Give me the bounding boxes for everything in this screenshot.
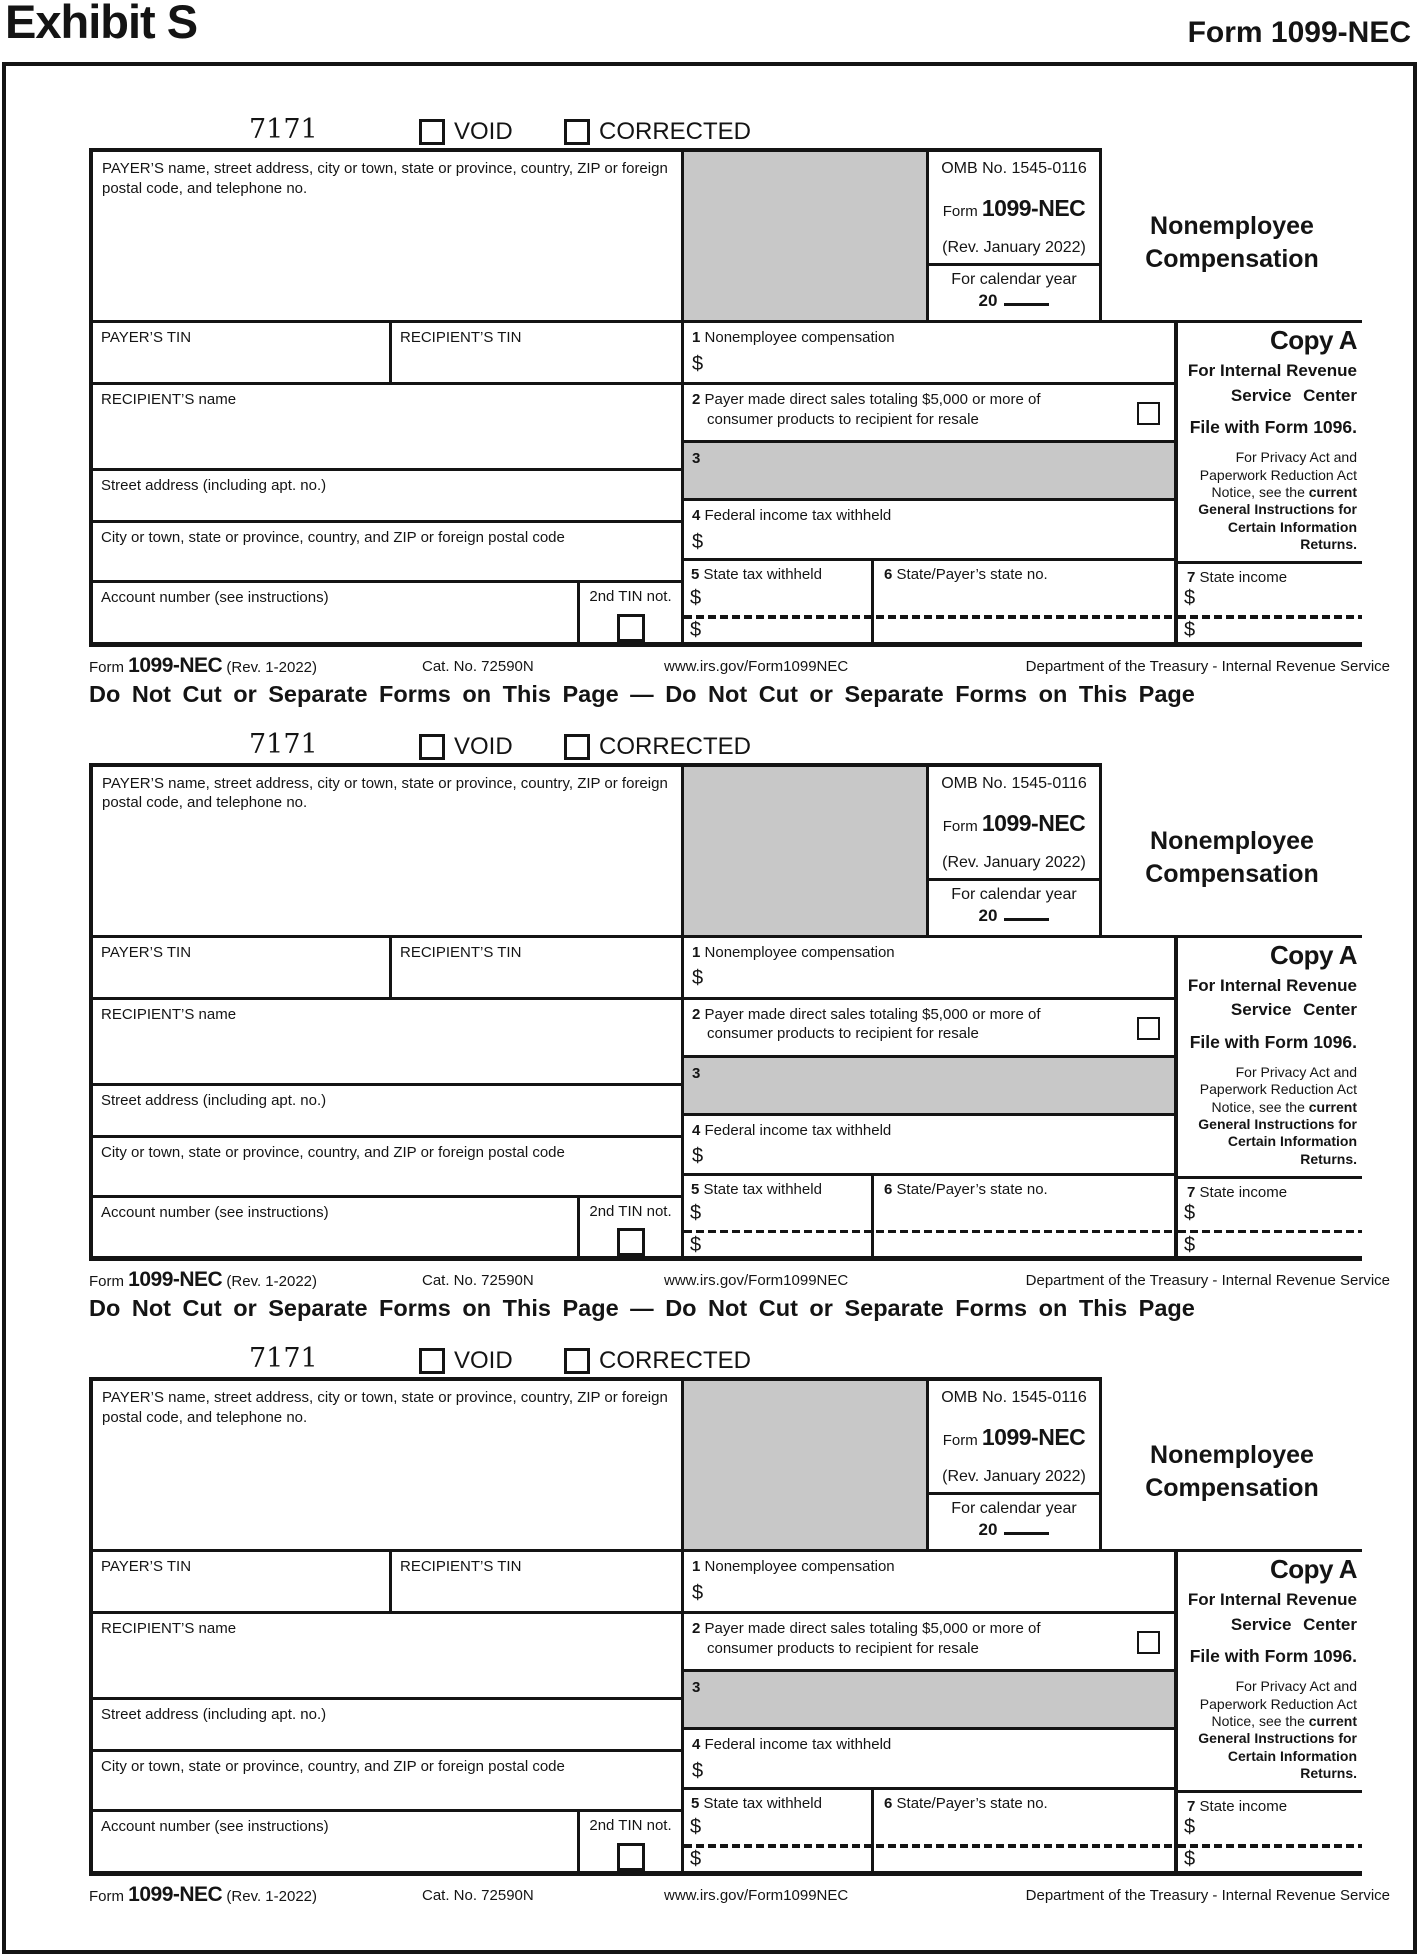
recipient-tin-field[interactable] <box>392 323 681 382</box>
form-title: Nonemployee Compensation <box>1145 1441 1319 1502</box>
box2-direct-sales: 2 Payer made direct sales totaling $5,000 or more of consumer products to recipient for resale <box>684 385 1174 443</box>
box7-state-income[interactable]: 7 State income $ $ <box>1178 1790 1362 1871</box>
dollar-sign: $ <box>690 1848 702 1870</box>
form-top-row <box>93 763 1362 935</box>
account-number-label: Account number (see instructions) <box>101 589 329 606</box>
form-box <box>89 1377 1362 1876</box>
year-entry-field[interactable] <box>1004 303 1049 306</box>
form-print-number: 7171 <box>249 1343 318 1374</box>
form-name-line <box>931 1424 1097 1451</box>
box5-state-tax-withheld[interactable]: 5 State tax withheld $ $ <box>684 1176 874 1257</box>
box1-nonemployee-compensation[interactable]: 1 Nonemployee compensation $ <box>684 1552 1174 1614</box>
dollar-sign: $ <box>690 1201 702 1224</box>
account-row <box>93 1198 681 1257</box>
year-prefix: 20 <box>978 291 998 310</box>
form-name-line <box>931 810 1097 837</box>
box4-federal-tax-withheld[interactable]: 4 Federal income tax withheld $ <box>684 1730 1174 1790</box>
recipient-tin-label: RECIPIENT’S TIN <box>400 943 522 961</box>
footer-cat-no: Cat. No. 72590N <box>422 657 534 675</box>
box5-state-tax-withheld[interactable]: 5 State tax withheld $ $ <box>684 561 874 642</box>
corrected-check-group <box>564 118 751 146</box>
recipient-name-field[interactable] <box>93 1000 681 1086</box>
payer-tin-field[interactable] <box>93 323 392 382</box>
exhibit-border <box>2 62 1417 1954</box>
form-name: 1099-NEC <box>981 195 1086 221</box>
state-row-dashed-divider <box>684 1844 1174 1848</box>
account-number-field[interactable] <box>93 1812 580 1871</box>
privacy-act-note: For Privacy Act and Paperwork Reduction Act Notice, see the current General Instructions for Certain Information Returns. <box>1198 1678 1357 1782</box>
copy-a-block <box>1178 323 1362 561</box>
second-tin-label: 2nd TIN not. <box>589 1202 672 1220</box>
copy-a-title: Copy A <box>1269 939 1357 970</box>
payer-name-label: PAYER’S name, street address, city or town, state or province, country, ZIP or foreign postal code, and telephone no. <box>102 160 668 197</box>
void-check-group <box>419 733 513 761</box>
exhibit-title: Exhibit S <box>5 0 198 48</box>
dollar-sign: $ <box>692 1581 704 1604</box>
middle-column <box>684 323 1174 642</box>
form-1099-nec-copy <box>89 102 1390 717</box>
box2-direct-sales: 2 Payer made direct sales totaling $5,000 or more of consumer products to recipient for resale <box>684 1614 1174 1672</box>
footer-irs-url[interactable]: www.irs.gov/Form1099NEC <box>664 1272 849 1289</box>
copy-a-recipient: For Internal Revenue Service Center <box>1187 361 1357 405</box>
city-label: City or town, state or province, country, and ZIP or foreign postal code <box>101 1758 565 1775</box>
footer-department: Department of the Treasury - Internal Revenue Service <box>1025 657 1390 675</box>
form-name: 1099-NEC <box>981 1424 1086 1450</box>
copy-a-block <box>1178 1552 1362 1790</box>
form-1099-nec-copy <box>89 1331 1390 1909</box>
payer-tin-field[interactable] <box>93 938 392 997</box>
copy-a-recipient: For Internal Revenue Service Center <box>1187 1590 1357 1634</box>
box1-nonemployee-compensation[interactable]: 1 Nonemployee compensation $ <box>684 323 1174 385</box>
void-checkbox[interactable] <box>419 1348 445 1374</box>
void-check-group <box>419 1347 513 1375</box>
state-boxes-row <box>684 561 1174 642</box>
recipient-tin-field[interactable] <box>392 1552 681 1611</box>
state-boxes-row <box>684 1790 1174 1871</box>
dollar-sign: $ <box>1184 1233 1196 1256</box>
box4-federal-tax-withheld[interactable]: 4 Federal income tax withheld $ <box>684 1116 1174 1176</box>
copy-a-title: Copy A <box>1269 325 1357 355</box>
footer-department: Department of the Treasury - Internal Revenue Service <box>1025 1886 1390 1904</box>
city-field[interactable] <box>93 523 681 583</box>
form-top-row <box>93 148 1362 320</box>
second-tin-checkbox[interactable] <box>617 1228 645 1256</box>
void-check-group <box>419 118 513 146</box>
omb-upper-cell <box>929 152 1099 266</box>
box4-federal-tax-withheld[interactable]: 4 Federal income tax withheld $ <box>684 501 1174 561</box>
form-box <box>89 148 1362 647</box>
form-1099-nec-copy <box>89 717 1390 1332</box>
year-prefix: 20 <box>978 905 998 925</box>
footer-cat-no: Cat. No. 72590N <box>422 1886 534 1904</box>
copy-a-title: Copy A <box>1269 1554 1357 1584</box>
form-revision: (Rev. January 2022) <box>942 1468 1086 1485</box>
dollar-sign: $ <box>692 967 704 989</box>
form-head <box>89 717 1390 763</box>
recipient-name-label: RECIPIENT’S name <box>101 391 237 408</box>
corrected-checkbox[interactable] <box>564 734 590 760</box>
calendar-year-cell <box>929 881 1099 935</box>
year-entry-field[interactable] <box>1004 1532 1049 1535</box>
tin-row <box>93 323 681 385</box>
shaded-box <box>684 148 929 320</box>
recipient-name-field[interactable] <box>93 385 681 471</box>
form-title: Nonemployee Compensation <box>1145 826 1319 888</box>
state-boxes-row <box>684 1176 1174 1257</box>
form-word: Form <box>942 203 978 220</box>
box7-state-income[interactable]: 7 State income $ $ <box>1178 561 1362 642</box>
payer-tin-field[interactable] <box>93 1552 392 1611</box>
calendar-year-label: For calendar year <box>951 271 1077 288</box>
omb-number: OMB No. 1545-0116 <box>941 160 1087 177</box>
recipient-tin-field[interactable] <box>392 938 681 997</box>
void-label: VOID <box>454 1347 513 1374</box>
left-column <box>93 1552 684 1871</box>
copy-a-block <box>1178 938 1362 1176</box>
city-field[interactable] <box>93 1138 681 1198</box>
corrected-label: CORRECTED <box>599 118 752 145</box>
box7-state-income[interactable]: 7 State income $ $ <box>1178 1176 1362 1257</box>
privacy-act-note: For Privacy Act and Paperwork Reduction Act Notice, see the current General Instructions for Certain Information Returns. <box>1198 1063 1357 1167</box>
file-with-note: File with Form 1096. <box>1189 1646 1357 1667</box>
dollar-sign: $ <box>1184 1816 1196 1838</box>
recipient-tin-label: RECIPIENT’S TIN <box>400 329 522 346</box>
year-entry-field[interactable] <box>1004 918 1049 921</box>
dollar-sign: $ <box>692 352 704 375</box>
omb-box <box>929 1377 1102 1549</box>
forms-container <box>6 66 1413 1909</box>
state-row-dashed-divider <box>1178 1844 1362 1848</box>
copy-a-column <box>1174 323 1362 642</box>
form-revision: (Rev. January 2022) <box>942 239 1086 256</box>
void-checkbox[interactable] <box>419 734 445 760</box>
footer-form-id: Form 1099-NEC (Rev. 1-2022) <box>89 653 317 677</box>
dollar-sign: $ <box>692 1759 704 1782</box>
second-tin-cell <box>580 1812 681 1871</box>
footer-form-id: Form 1099-NEC (Rev. 1-2022) <box>89 1268 317 1291</box>
payer-name-label: PAYER’S name, street address, city or town, state or province, country, ZIP or foreign postal code, and telephone no. <box>102 774 668 811</box>
file-with-note: File with Form 1096. <box>1189 1031 1357 1052</box>
middle-column <box>684 938 1174 1257</box>
street-address-field[interactable] <box>93 471 681 523</box>
footer-irs-url[interactable]: www.irs.gov/Form1099NEC <box>664 1886 849 1904</box>
box6-state-payer-no[interactable]: 6 State/Payer’s state no. <box>884 1180 1048 1198</box>
omb-box <box>929 763 1102 935</box>
recipient-name-label: RECIPIENT’S name <box>101 1620 237 1637</box>
state-row-dashed-divider <box>684 1230 1174 1234</box>
city-label: City or town, state or province, country, and ZIP or foreign postal code <box>101 1143 565 1161</box>
street-address-label: Street address (including apt. no.) <box>101 477 327 494</box>
payer-tin-label: PAYER’S TIN <box>101 943 192 961</box>
account-number-field[interactable] <box>93 1198 580 1257</box>
do-not-cut-separator: Do Not Cut or Separate Forms on This Page — Do Not Cut or Separate Forms on This Page <box>89 1295 1195 1321</box>
payer-tin-label: PAYER’S TIN <box>101 1558 192 1575</box>
form-box <box>89 763 1362 1262</box>
dollar-sign: $ <box>690 1816 702 1838</box>
omb-box <box>929 148 1102 320</box>
form-head <box>89 1331 1390 1377</box>
second-tin-checkbox[interactable] <box>617 1843 645 1871</box>
omb-number: OMB No. 1545-0116 <box>941 1389 1087 1406</box>
dollar-sign: $ <box>1184 1848 1196 1870</box>
footer-cat-no: Cat. No. 72590N <box>422 1272 534 1289</box>
calendar-year-cell <box>929 266 1099 320</box>
tin-row <box>93 1552 681 1614</box>
account-number-field[interactable] <box>93 583 580 642</box>
page-header-form-label: Form 1099-NEC <box>1187 16 1411 49</box>
calendar-year-label: For calendar year <box>951 1500 1077 1517</box>
form-name: 1099-NEC <box>981 809 1086 836</box>
dollar-sign: $ <box>1184 619 1196 641</box>
footer-department: Department of the Treasury - Internal Revenue Service <box>1025 1272 1390 1289</box>
recipient-name-field[interactable] <box>93 1614 681 1700</box>
second-tin-cell <box>580 583 681 642</box>
dollar-sign: $ <box>1184 587 1196 609</box>
box2-checkbox[interactable] <box>1137 1631 1160 1654</box>
second-tin-checkbox[interactable] <box>617 614 645 642</box>
account-number-label: Account number (see instructions) <box>101 1203 329 1221</box>
corrected-label: CORRECTED <box>599 1347 752 1374</box>
corrected-checkbox[interactable] <box>564 1348 590 1374</box>
footer-form-id: Form 1099-NEC (Rev. 1-2022) <box>89 1882 317 1906</box>
state-row-dashed-divider <box>1178 615 1362 619</box>
dollar-sign: $ <box>692 1145 704 1167</box>
street-address-field[interactable] <box>93 1700 681 1752</box>
void-label: VOID <box>454 118 513 145</box>
void-label: VOID <box>454 732 513 760</box>
dollar-sign: $ <box>1184 1201 1196 1224</box>
second-tin-cell <box>580 1198 681 1257</box>
copy-a-column <box>1174 938 1362 1257</box>
shaded-box <box>684 1377 929 1549</box>
payer-name-label: PAYER’S name, street address, city or town, state or province, country, ZIP or foreign postal code, and telephone no. <box>102 1389 668 1426</box>
omb-upper-cell <box>929 1381 1099 1495</box>
second-tin-label: 2nd TIN not. <box>589 1817 672 1834</box>
recipient-tin-label: RECIPIENT’S TIN <box>400 1558 522 1575</box>
form-word: Form <box>942 1432 978 1449</box>
box2-checkbox[interactable] <box>1137 402 1160 425</box>
box5-state-tax-withheld[interactable]: 5 State tax withheld $ $ <box>684 1790 874 1871</box>
form-footer <box>89 1879 1390 1909</box>
footer-irs-url[interactable]: www.irs.gov/Form1099NEC <box>664 657 849 675</box>
omb-number: OMB No. 1545-0116 <box>941 774 1087 792</box>
left-column <box>93 938 684 1257</box>
form-head <box>89 102 1390 148</box>
do-not-cut-separator: Do Not Cut or Separate Forms on This Page — Do Not Cut or Separate Forms on This Page <box>89 680 1195 707</box>
corrected-check-group <box>564 733 751 761</box>
dollar-sign: $ <box>690 619 702 641</box>
recipient-name-label: RECIPIENT’S name <box>101 1005 237 1023</box>
form-title: Nonemployee Compensation <box>1145 212 1319 273</box>
account-row <box>93 1812 681 1871</box>
dollar-sign: $ <box>690 1233 702 1256</box>
privacy-act-note: For Privacy Act and Paperwork Reduction Act Notice, see the current General Instructions for Certain Information Returns. <box>1198 449 1357 553</box>
calendar-year-cell <box>929 1495 1099 1549</box>
city-field[interactable] <box>93 1752 681 1812</box>
file-with-note: File with Form 1096. <box>1189 417 1357 438</box>
state-row-dashed-divider <box>1178 1230 1362 1234</box>
form-name-line <box>931 195 1097 222</box>
form-revision: (Rev. January 2022) <box>942 853 1086 871</box>
city-label: City or town, state or province, country, and ZIP or foreign postal code <box>101 529 565 546</box>
calendar-year-label: For calendar year <box>951 885 1077 903</box>
box3-shaded: 3 <box>684 1058 1174 1116</box>
corrected-label: CORRECTED <box>599 732 752 760</box>
box2-direct-sales: 2 Payer made direct sales totaling $5,000 or more of consumer products to recipient for resale <box>684 1000 1174 1058</box>
box2-checkbox[interactable] <box>1137 1017 1160 1040</box>
form-footer <box>89 650 1390 680</box>
box6-state-payer-no[interactable]: 6 State/Payer’s state no. <box>884 566 1048 583</box>
payer-name-field[interactable] <box>93 1377 684 1549</box>
copy-a-column <box>1174 1552 1362 1871</box>
form-print-number: 7171 <box>249 114 318 145</box>
form-body <box>93 1549 1362 1871</box>
payer-name-field[interactable] <box>93 148 684 320</box>
box1-nonemployee-compensation[interactable]: 1 Nonemployee compensation $ <box>684 938 1174 1000</box>
copy-a-recipient: For Internal Revenue Service Center <box>1187 975 1357 1020</box>
form-body <box>93 320 1362 642</box>
box3-shaded: 3 <box>684 443 1174 501</box>
state-row-dashed-divider <box>684 615 1174 619</box>
form-word: Form <box>942 817 978 835</box>
corrected-check-group <box>564 1347 751 1375</box>
form-top-row <box>93 1377 1362 1549</box>
left-column <box>93 323 684 642</box>
box3-shaded: 3 <box>684 1672 1174 1730</box>
tin-row <box>93 938 681 1000</box>
dollar-sign: $ <box>690 587 702 609</box>
dollar-sign: $ <box>692 530 704 553</box>
year-prefix: 20 <box>978 1520 998 1539</box>
box6-state-payer-no[interactable]: 6 State/Payer’s state no. <box>884 1795 1048 1812</box>
void-checkbox[interactable] <box>419 119 445 145</box>
street-address-label: Street address (including apt. no.) <box>101 1091 327 1109</box>
shaded-box <box>684 763 929 935</box>
payer-name-field[interactable] <box>93 763 684 935</box>
payer-tin-label: PAYER’S TIN <box>101 329 192 346</box>
form-body <box>93 935 1362 1257</box>
corrected-checkbox[interactable] <box>564 119 590 145</box>
form-footer <box>89 1264 1390 1294</box>
form-print-number: 7171 <box>249 728 318 760</box>
account-row <box>93 583 681 642</box>
omb-upper-cell <box>929 767 1099 881</box>
middle-column <box>684 1552 1174 1871</box>
street-address-field[interactable] <box>93 1086 681 1138</box>
second-tin-label: 2nd TIN not. <box>589 588 672 605</box>
street-address-label: Street address (including apt. no.) <box>101 1706 327 1723</box>
account-number-label: Account number (see instructions) <box>101 1818 329 1835</box>
